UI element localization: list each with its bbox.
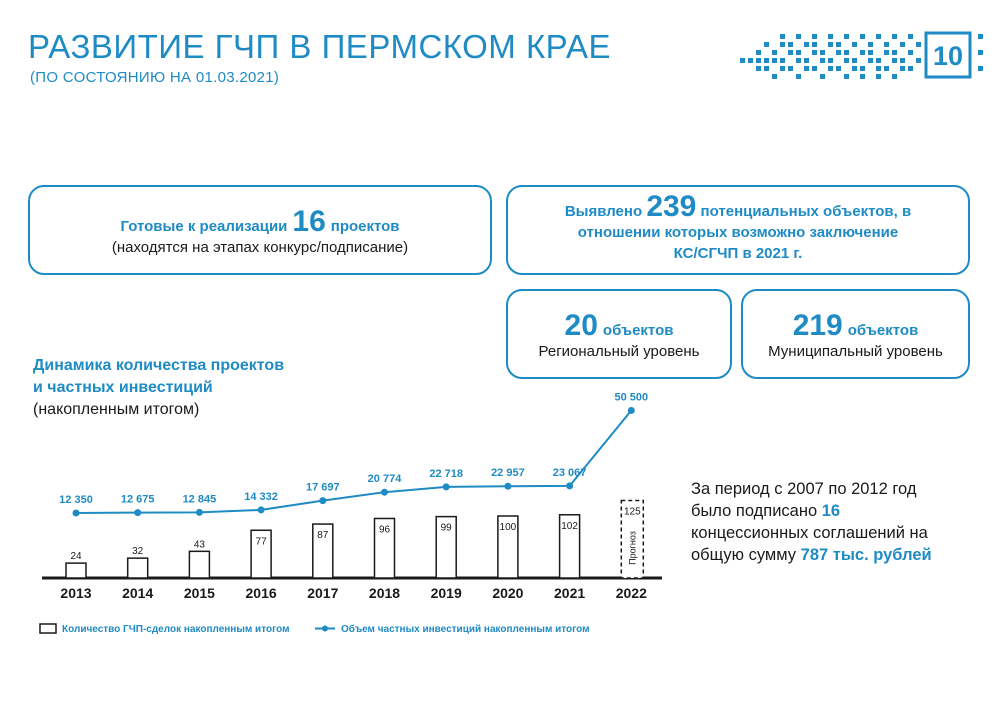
investment-label-2013: 12 350	[59, 494, 93, 506]
identified-prefix: Выявлено	[564, 203, 643, 220]
investment-point-2022	[628, 407, 635, 414]
investment-point-2021	[566, 482, 573, 489]
side-note-sum: 787 тыс. рублей	[800, 546, 932, 564]
bar-label-2014: 32	[132, 546, 144, 558]
chart-title-line2: и частных инвестиций	[33, 379, 213, 396]
tick-label-2019: 2019	[430, 585, 462, 601]
bar-label-2013: 24	[70, 551, 82, 563]
tick-label-2020: 2020	[492, 585, 524, 601]
regional-label: Региональный уровень	[538, 342, 700, 360]
side-note-part1: За период с 2007 по 2012 год было подписано	[691, 480, 917, 520]
investment-point-2018	[381, 489, 388, 496]
identified-line2: отношении которых возможно заключение	[577, 224, 899, 241]
investment-point-2017	[319, 497, 326, 504]
investment-label-2020: 22 957	[491, 467, 525, 480]
investment-label-2017: 17 697	[305, 481, 340, 494]
chart-title-line1: Динамика количества проектов	[33, 357, 285, 374]
ready-projects-card	[28, 185, 492, 275]
investment-point-2019	[443, 483, 450, 490]
investment-label-2016: 14 332	[244, 490, 278, 503]
investment-point-2013	[73, 510, 80, 517]
tick-label-2021: 2021	[554, 585, 586, 601]
investment-point-2016	[258, 506, 265, 513]
legend-line-label: Объем частных инвестиций накопленным итогом	[341, 624, 590, 635]
investment-label-2015: 12 845	[182, 493, 217, 506]
investment-label-2014: 12 675	[120, 493, 155, 506]
page-subtitle: (ПО СОСТОЯНИЮ НА 01.03.2021)	[30, 69, 280, 86]
investment-line	[76, 410, 631, 513]
municipal-card	[741, 289, 970, 379]
investment-label-2018: 20 774	[367, 473, 402, 486]
tick-label-2017: 2017	[307, 585, 339, 601]
municipal-number: 219	[792, 308, 843, 342]
tick-label-2018: 2018	[368, 585, 401, 601]
ready-suffix: проектов	[330, 217, 400, 235]
legend-line-dot	[322, 626, 328, 632]
bar-label-2016: 77	[255, 536, 267, 548]
investment-label-2019: 22 718	[429, 467, 464, 480]
side-note-part2: концессионных соглашений на общую сумму	[691, 524, 928, 564]
bar-label-2018: 96	[378, 524, 391, 536]
chart-subtitle: (накопленным итогом)	[33, 401, 200, 418]
forecast-label: Прогноз	[627, 531, 638, 565]
ready-note: (находятся на этапах конкурс/подписание)	[111, 238, 409, 256]
regional-card	[506, 289, 732, 379]
ready-number: 16	[292, 204, 326, 238]
side-note	[691, 478, 961, 566]
investment-point-2020	[504, 483, 511, 490]
investment-point-2015	[196, 509, 203, 516]
ready-prefix: Готовые к реализации	[120, 217, 288, 235]
logo-badge	[720, 25, 990, 85]
bar-label-2015: 43	[193, 539, 205, 551]
legend-bar-label: Количество ГЧП-сделок накопленным итогом	[62, 624, 290, 635]
page-title: РАЗВИТИЕ ГЧП В ПЕРМСКОМ КРАЕ	[28, 28, 612, 65]
identified-line3: КС/СГЧП в 2021 г.	[673, 245, 803, 262]
investment-point-2014	[134, 509, 141, 516]
tick-label-2013: 2013	[60, 585, 92, 601]
side-note-num: 16	[821, 502, 841, 520]
bar-label-2021: 102	[561, 520, 578, 532]
investment-chart	[0, 380, 680, 640]
bar-label-2020: 100	[499, 522, 517, 533]
investment-label-2021: 23 067	[552, 466, 587, 479]
municipal-unit: объектов	[847, 321, 919, 339]
bar-label-2017: 87	[317, 530, 329, 542]
bar-label-2022: 125	[623, 506, 641, 518]
investment-label-2022: 50 500	[614, 391, 649, 404]
tick-label-2015: 2015	[183, 585, 215, 601]
municipal-label: Муниципальный уровень	[768, 342, 943, 360]
bar-label-2019: 99	[440, 522, 452, 534]
bar-2013	[66, 563, 86, 578]
bar-2014	[128, 558, 148, 578]
regional-number: 20	[564, 308, 598, 342]
regional-unit: объектов	[602, 321, 674, 339]
bar-2015	[189, 551, 209, 578]
legend-bar-swatch	[40, 624, 56, 633]
tick-label-2016: 2016	[245, 585, 277, 601]
identified-line1: потенциальных объектов, в	[700, 203, 912, 220]
tick-label-2022: 2022	[615, 585, 647, 601]
tick-label-2014: 2014	[122, 585, 154, 601]
identified-number: 239	[646, 190, 697, 223]
page-number: 10	[932, 41, 964, 71]
identified-objects-card	[506, 185, 970, 275]
